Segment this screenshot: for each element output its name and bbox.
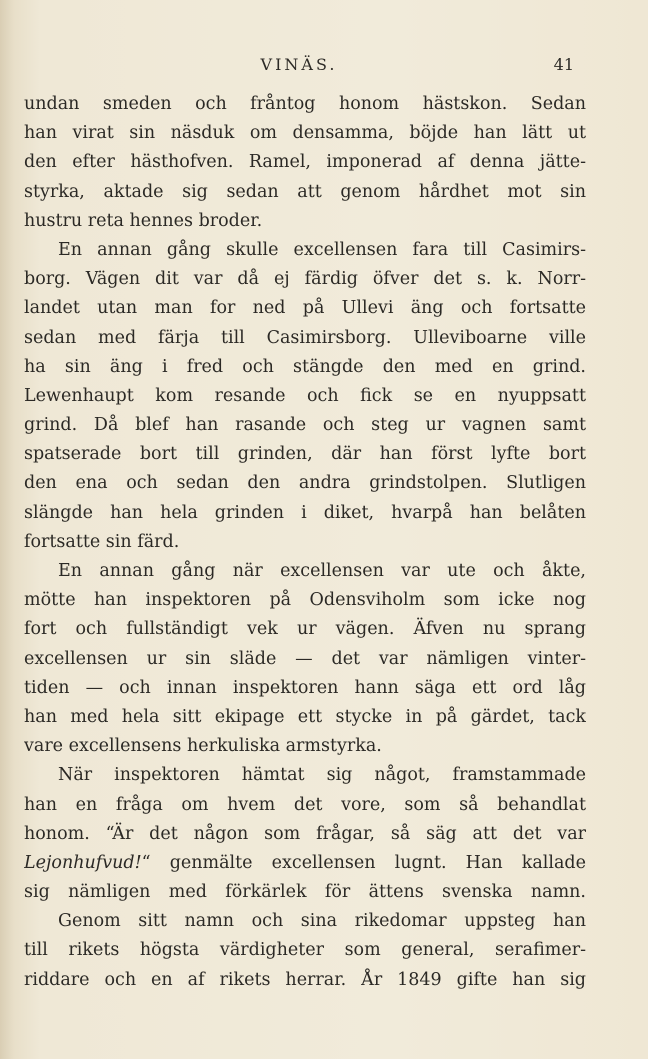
text-line: styrka, aktade sig sedan att genom hårdhet mot sin bbox=[24, 181, 586, 202]
text-line: excellensen ur sin släde — det var nämligen vinter- bbox=[24, 648, 586, 669]
text-line: fort och fullständigt vek ur vägen. Äfven nu sprang bbox=[24, 619, 586, 640]
text-line: den ena och sedan den andra grindstolpen. Slutligen bbox=[24, 473, 586, 494]
italic-name: Lejonhufvud! bbox=[24, 852, 142, 873]
text-line: Genom sitt namn och sina rikedomar uppsteg han bbox=[58, 911, 586, 932]
text-line: sig nämligen med förkärlek för ättens svenska namn. bbox=[24, 882, 586, 903]
text-line: borg. Vägen dit var då ej färdig öfver det s. k. Norr- bbox=[24, 269, 586, 290]
text-line: honom. “Är det någon som frågar, så säg att det var bbox=[24, 823, 586, 844]
body-text bbox=[24, 90, 586, 995]
text-line: sedan med färja till Casimirsborg. Ulleviboarne ville bbox=[24, 327, 586, 348]
text-line: den efter hästhofven. Ramel, imponerad af denna jätte- bbox=[24, 152, 586, 173]
page-header bbox=[24, 55, 574, 83]
text-line: han virat sin näsduk om densamma, böjde han lätt ut bbox=[24, 123, 586, 144]
text-line: mötte han inspektoren på Odensviholm som icke nog bbox=[24, 590, 586, 611]
text-line: riddare och en af rikets herrar. År 1849 gifte han sig bbox=[24, 969, 586, 990]
text-line: grind. Då blef han rasande och steg ur vagnen samt bbox=[24, 415, 586, 436]
text-line: När inspektoren hämtat sig något, framstammade bbox=[58, 765, 586, 786]
text-line: En annan gång när excellensen var ute och åkte, bbox=[58, 561, 586, 581]
text-line: han med hela sitt ekipage ett stycke in på gärdet, tack bbox=[24, 706, 586, 727]
running-title: VINÄS. bbox=[260, 55, 338, 74]
text-line bbox=[24, 849, 586, 878]
text-line: landet utan man for ned på Ullevi äng och fortsatte bbox=[24, 298, 586, 319]
text-line: En annan gång skulle excellensen fara till Casimirs- bbox=[58, 239, 586, 260]
text-line: tiden — och innan inspektoren hann säga ett ord låg bbox=[24, 677, 586, 698]
text-line: vare excellensens herkuliska armstyrka. bbox=[24, 736, 382, 757]
text-line: till rikets högsta värdigheter som general, serafimer- bbox=[24, 940, 586, 961]
text-line: Lewenhaupt kom resande och fick se en nyuppsatt bbox=[24, 385, 586, 406]
page-number: 41 bbox=[553, 55, 574, 74]
text-line: han en fråga om hvem det vore, som så behandlat bbox=[24, 794, 586, 815]
text-line: fortsatte sin färd. bbox=[24, 531, 180, 552]
text-line: slängde han hela grinden i diket, hvarpå han belåten bbox=[24, 502, 586, 523]
text-line: ha sin äng i fred och stängde den med en grind. bbox=[24, 356, 586, 377]
text-line: spatserade bort till grinden, där han först lyfte bort bbox=[24, 444, 586, 465]
text-line: undan smeden och fråntog honom hästskon. Sedan bbox=[24, 94, 586, 114]
text-line: hustru reta hennes broder. bbox=[24, 210, 263, 231]
line-remainder: “ genmälte excellensen lugnt. Han kallade bbox=[141, 852, 586, 873]
